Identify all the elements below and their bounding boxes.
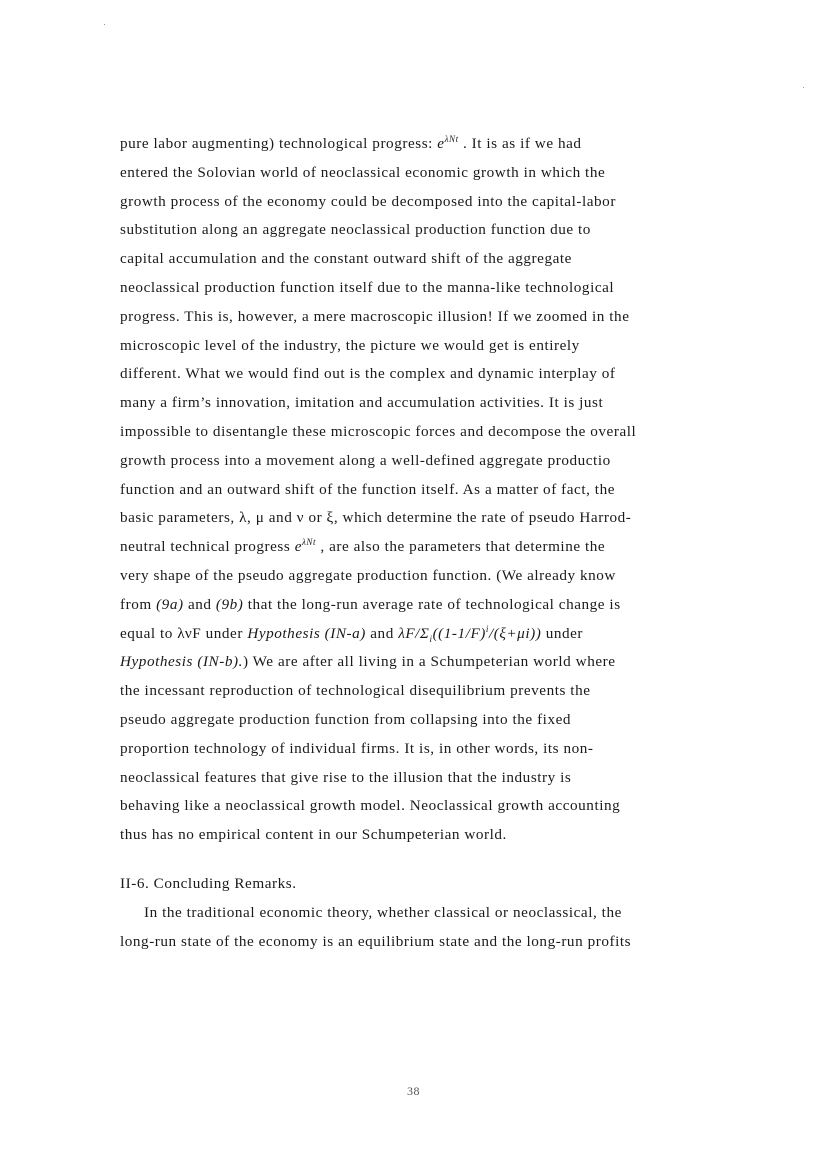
text-line: progress. This is, however, a mere macroscopic illusion! If we zoomed in the	[120, 307, 630, 325]
page-number: 38	[407, 1084, 420, 1098]
text-line: basic parameters, λ, μ and ν or ξ, which determine the rate of pseudo Harrod-	[120, 509, 632, 527]
text-line: growth process of the economy could be decomposed into the capital-labor	[120, 192, 616, 210]
text-line: neoclassical production function itself due to the manna-like technological	[120, 278, 615, 296]
text-line: neutral technical progress $e^{\lambda Nt}$ , are also the parameters that determine the	[120, 537, 606, 556]
text-line: from (9a) and (9b) that the long-run average rate of technological change is	[120, 595, 621, 613]
text-line: behaving like a neoclassical growth model. Neoclassical growth accounting	[120, 797, 621, 815]
text-line: In the traditional economic theory, whether classical or neoclassical, the	[144, 903, 622, 921]
text-line: thus has no empirical content in our Schumpeterian world.	[120, 826, 507, 844]
text-line: pure labor augmenting) technological progress: $e^{\lambda Nt}$ . It is as if we had	[120, 134, 582, 152]
section-heading: II-6. Concluding Remarks.	[120, 874, 297, 892]
scan-speck	[803, 87, 804, 88]
text-line: function and an outward shift of the function itself. As a matter of fact, the	[120, 480, 616, 498]
text-line: the incessant reproduction of technological disequilibrium prevents the	[120, 682, 591, 700]
text-line: substitution along an aggregate neoclassical production function due to	[120, 221, 591, 239]
text-line: capital accumulation and the constant outward shift of the aggregate	[120, 250, 572, 268]
text-line: Hypothesis (IN-b).) We are after all living in a Schumpeterian world where	[120, 653, 616, 671]
text-line: entered the Solovian world of neoclassical economic growth in which the	[120, 163, 606, 181]
text-line: equal to λνF under Hypothesis (IN-a) and $\lambda F/\Sigma_i((1-1/F)^i/(\xi+\mu i))$ under	[120, 623, 584, 644]
text-line: long-run state of the economy is an equilibrium state and the long-run profits	[120, 932, 632, 950]
text-line: very shape of the pseudo aggregate production function. (We already know	[120, 566, 616, 584]
body-text	[120, 130, 732, 956]
text-line: microscopic level of the industry, the picture we would get is entirely	[120, 336, 580, 354]
text-line: impossible to disentangle these microscopic forces and decompose the overall	[120, 422, 637, 440]
text-line: different. What we would find out is the complex and dynamic interplay of	[120, 365, 616, 383]
scan-speck	[104, 24, 105, 25]
text-line: proportion technology of individual firms. It is, in other words, its non-	[120, 739, 594, 757]
text-line: neoclassical features that give rise to the illusion that the industry is	[120, 768, 572, 786]
text-line: many a firm’s innovation, imitation and accumulation activities. It is just	[120, 394, 604, 412]
text-line: pseudo aggregate production function from collapsing into the fixed	[120, 710, 572, 728]
text-line: growth process into a movement along a well-defined aggregate productio	[120, 451, 611, 469]
